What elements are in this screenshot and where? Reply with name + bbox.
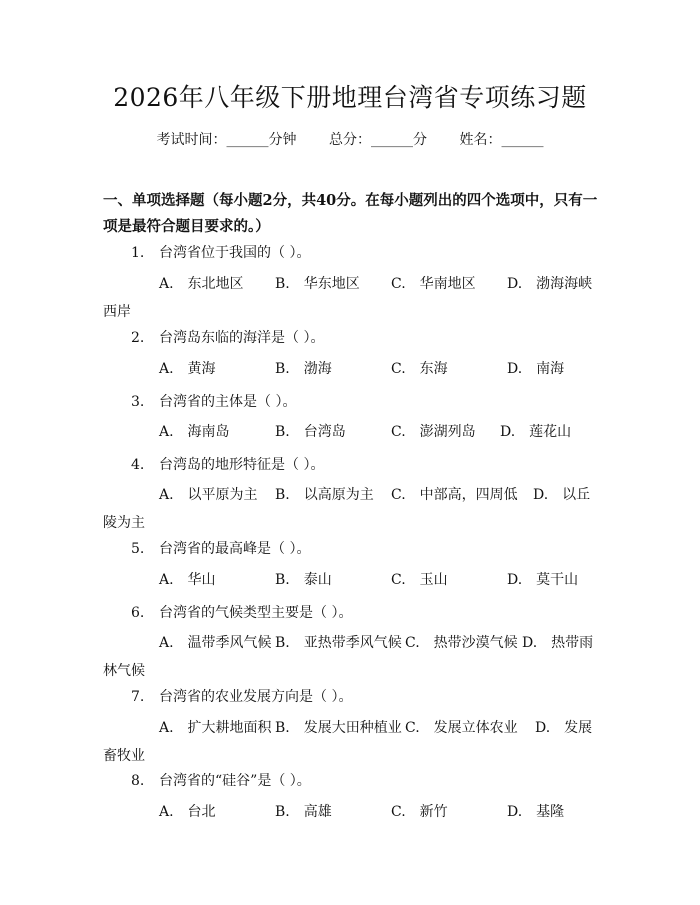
option-c: C. 发展立体农业: [405, 720, 518, 736]
question-stem: 台湾省的气候类型主要是（ ）。: [159, 605, 353, 621]
option-continuation: 畜牧业: [103, 748, 145, 764]
option-continuation: 西岸: [103, 304, 131, 320]
option-b: B. 以高原为主: [275, 487, 374, 503]
question-stem: 台湾岛东临的海洋是（ ）。: [159, 330, 325, 346]
option-c: C. 玉山: [391, 572, 448, 588]
option-b: B. 台湾岛: [275, 424, 346, 440]
question-stem: 台湾省的“硅谷”是（ ）。: [159, 773, 311, 789]
option-a: A. 黄海: [159, 361, 216, 377]
option-d: D. 渤海海峡: [507, 276, 593, 292]
option-b: B. 发展大田种植业: [275, 720, 402, 736]
question-number: 2.: [131, 330, 145, 346]
option-d: D. 莫干山: [507, 572, 579, 588]
question-number: 5.: [131, 541, 145, 557]
question-number: 6.: [131, 605, 145, 621]
question-number: 8.: [131, 773, 145, 789]
question-number: 1.: [131, 245, 145, 261]
question-stem: 台湾省的农业发展方向是（ ）。: [159, 689, 353, 705]
option-b: B. 华东地区: [275, 276, 360, 292]
option-a: A. 温带季风气候: [159, 635, 272, 651]
question-stem: 台湾省的主体是（ ）。: [159, 394, 297, 410]
option-continuation: 林气候: [103, 663, 145, 679]
question-number: 7.: [131, 689, 145, 705]
option-a: A. 台北: [159, 804, 216, 820]
option-d: D. 热带雨: [522, 635, 594, 651]
option-a: A. 海南岛: [159, 424, 230, 440]
exam-time-field: 考试时间：______分钟: [156, 132, 297, 148]
option-d: D. 发展: [535, 720, 593, 736]
question-stem: 台湾省的最高峰是（ ）。: [159, 541, 311, 557]
option-d: D. 莲花山: [500, 424, 572, 440]
page-title: 2026年八年级下册地理台湾省专项练习题: [113, 83, 587, 112]
option-continuation: 陵为主: [103, 515, 145, 531]
option-c: C. 澎湖列岛: [391, 424, 476, 440]
option-c: C. 热带沙漠气候: [405, 635, 518, 651]
option-b: B. 亚热带季风气候: [275, 635, 402, 651]
option-d: D. 基隆: [507, 804, 565, 820]
total-score-field: 总分：______分: [329, 132, 427, 148]
question-number: 3.: [131, 394, 145, 410]
option-c: C. 新竹: [391, 804, 448, 820]
option-d: D. 南海: [507, 361, 565, 377]
option-c: C. 东海: [391, 361, 448, 377]
option-a: A. 以平原为主: [159, 487, 258, 503]
question-stem: 台湾省位于我国的（ ）。: [159, 245, 311, 261]
option-a: A. 扩大耕地面积: [159, 720, 272, 736]
exam-info-line: [0, 130, 700, 150]
option-a: A. 东北地区: [159, 276, 244, 292]
option-b: B. 渤海: [275, 361, 332, 377]
question-stem: 台湾岛的地形特征是（ ）。: [159, 457, 325, 473]
option-b: B. 高雄: [275, 804, 332, 820]
option-b: B. 泰山: [275, 572, 332, 588]
option-a: A. 华山: [159, 572, 216, 588]
question-number: 4.: [131, 457, 145, 473]
section-heading: 一、单项选择题（每小题2分，共40分。在每小题列出的四个选项中，只有一项是最符合题目要求的。）: [103, 192, 598, 235]
option-c: C. 华南地区: [391, 276, 476, 292]
option-c: C. 中部高，四周低: [391, 487, 518, 503]
student-name-field: 姓名：______: [459, 132, 544, 148]
option-d: D. 以丘: [533, 487, 591, 503]
